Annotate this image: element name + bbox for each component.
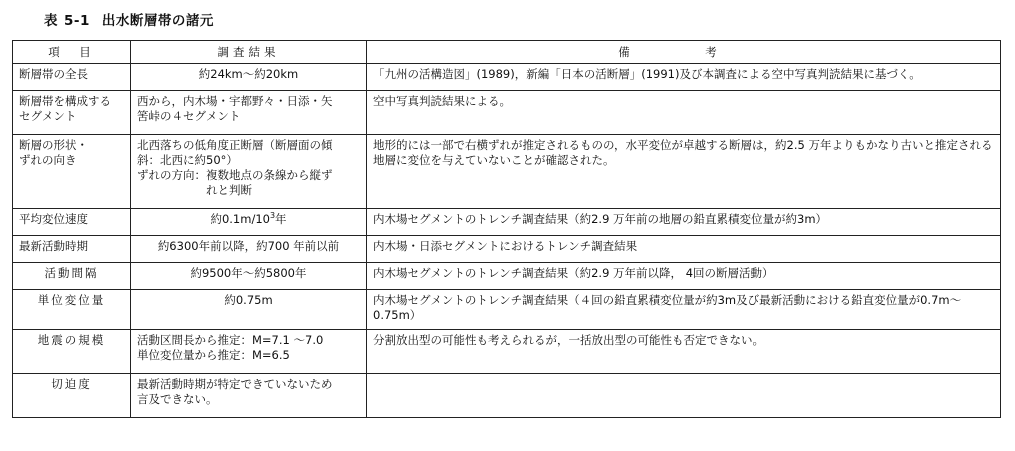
table-row-slip-rate	[13, 209, 1001, 236]
table-row-magnitude	[13, 330, 1001, 374]
slip-rate-value: 約0.1m/10	[210, 212, 270, 226]
row-result: 北西落ちの低角度正断層（断層面の傾 斜：北西に約50°） ずれの方向：複数地点の条線から縦ず れと判断	[131, 135, 367, 209]
table-row-unit-displacement	[13, 290, 1001, 330]
row-result: 約6300年前以降，約700 年前以前	[131, 236, 367, 263]
row-item: 断層帯を構成する セグメント	[13, 91, 131, 135]
row-result: 約24km～約20km	[131, 64, 367, 91]
row-item: 最新活動時期	[13, 236, 131, 263]
table-number: 5-1	[64, 13, 90, 29]
header-result: 調査結果	[131, 41, 367, 64]
header-row	[13, 41, 1001, 64]
row-note: 分割放出型の可能性も考えられるが，一括放出型の可能性も否定できない。	[367, 330, 1001, 374]
row-note: 「九州の活構造図」(1989)，新編「日本の活断層」(1991)及び本調査による空中写真判読結果に基づく。	[367, 64, 1001, 91]
row-item: 断層帯の全長	[13, 64, 131, 91]
row-note	[367, 374, 1001, 418]
header-note: 備 考	[367, 41, 1001, 64]
table-row-imminence	[13, 374, 1001, 418]
row-note: 空中写真判読結果による。	[367, 91, 1001, 135]
row-item: 地震の規模	[13, 330, 131, 374]
row-result: 活動区間長から推定：M=7.1 ～7.0 単位変位量から推定：M=6.5	[131, 330, 367, 374]
slip-rate-exponent: 3	[269, 211, 276, 221]
row-result	[131, 209, 367, 236]
row-note: 内木場セグメントのトレンチ調査結果（約2.9 万年前以降， 4回の断層活動）	[367, 263, 1001, 290]
header-item: 項 目	[13, 41, 131, 64]
row-item: 単位変位量	[13, 290, 131, 330]
row-item: 切迫度	[13, 374, 131, 418]
slip-rate-unit: 年	[275, 212, 287, 226]
row-result: 約9500年～約5800年	[131, 263, 367, 290]
table-title-text: 出水断層帯の諸元	[101, 13, 214, 29]
row-result: 約0.75m	[131, 290, 367, 330]
row-note: 内木場セグメントのトレンチ調査結果（約2.9 万年前の地層の鉛直累積変位量が約3m）	[367, 209, 1001, 236]
fault-spec-table	[12, 40, 1001, 418]
table-row-fault-shape	[13, 135, 1001, 209]
table-title	[44, 9, 214, 29]
row-item: 平均変位速度	[13, 209, 131, 236]
row-item: 断層の形状・ ずれの向き	[13, 135, 131, 209]
row-note: 地形的には一部で右横ずれが推定されるものの，水平変位が卓越する断層は，約2.5 万年よりもかなり古いと推定される地層に変位を与えていないことが確認された。	[367, 135, 1001, 209]
row-note: 内木場・日添セグメントにおけるトレンチ調査結果	[367, 236, 1001, 263]
table-label: 表	[44, 13, 58, 29]
row-note: 内木場セグメントのトレンチ調査結果（４回の鉛直累積変位量が約3m及び最新活動における鉛直変位量が0.7m～0.75m）	[367, 290, 1001, 330]
table-row-segments	[13, 91, 1001, 135]
row-result: 最新活動時期が特定できていないため 言及できない。	[131, 374, 367, 418]
row-item: 活動間隔	[13, 263, 131, 290]
table-row-recurrence	[13, 263, 1001, 290]
row-result: 西から，内木場・宇都野々・日添・矢 筈峠の４セグメント	[131, 91, 367, 135]
table-row-latest-activity	[13, 236, 1001, 263]
table-row-total-length	[13, 64, 1001, 91]
